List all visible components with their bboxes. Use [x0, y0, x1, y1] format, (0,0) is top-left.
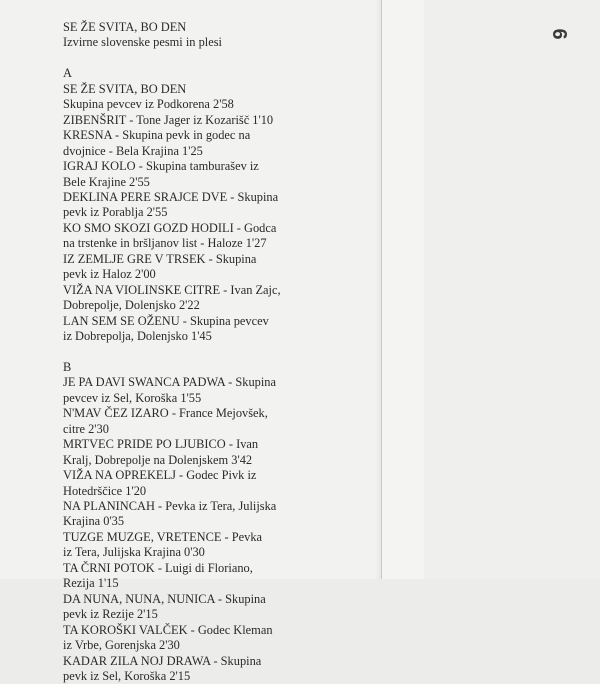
track-line: iz Dobrepolja, Dolenjsko 1'45 — [63, 329, 212, 344]
track-listing — [63, 20, 379, 684]
track-line: pevk iz Porablja 2'55 — [63, 205, 168, 220]
side-b-tracks — [63, 375, 379, 684]
track-line: DEKLINA PERE SRAJCE DVE - Skupina — [63, 189, 279, 204]
track-line: Bele Krajine 2'55 — [63, 174, 150, 189]
side-number-mark: 6 — [548, 28, 570, 40]
track-line: JE PA DAVI SWANCA PADWA - Skupina — [63, 375, 276, 390]
side-a-label: A — [63, 66, 72, 81]
track-line: DA NUNA, NUNA, NUNICA - Skupina — [63, 591, 266, 606]
track-line: N'MAV ČEZ IZARO - France Mejovšek, — [63, 406, 268, 421]
track-line: VIŽA NA OPREKELJ - Godec Pivk iz — [63, 468, 257, 483]
track-line: pevk iz Rezije 2'15 — [63, 607, 158, 622]
track-line: SE ŽE SVITA, BO DEN — [63, 81, 187, 96]
track-line: pevk iz Sel, Koroška 2'15 — [63, 669, 191, 683]
spacer — [63, 345, 379, 360]
track-line: KADAR ZILA NOJ DRAWA - Skupina — [63, 653, 262, 668]
track-line: TUZGE MUZGE, VRETENCE - Pevka — [63, 529, 263, 544]
track-line: TA KOROŠKI VALČEK - Godec Kleman — [63, 622, 273, 637]
track-line: MRTVEC PRIDE PO LJUBICO - Ivan — [63, 437, 259, 452]
track-line: IGRAJ KOLO - Skupina tamburašev iz — [63, 159, 259, 174]
track-line: iz Vrbe, Gorenjska 2'30 — [63, 638, 180, 653]
track-line: Krajina 0'35 — [63, 514, 125, 529]
track-line: KO SMO SKOZI GOZD HODILI - Godca — [63, 220, 277, 235]
track-line: VIŽA NA VIOLINSKE CITRE - Ivan Zajc, — [63, 282, 281, 297]
track-line: Rezija 1'15 — [63, 576, 119, 591]
track-line: TA ČRNI POTOK - Luigi di Floriano, — [63, 560, 253, 575]
track-line: Skupina pevcev iz Podkorena 2'58 — [63, 97, 234, 112]
track-line: pevcev iz Sel, Koroška 1'55 — [63, 390, 202, 405]
side-b-label: B — [63, 359, 72, 374]
album-title: SE ŽE SVITA, BO DEN — [63, 20, 187, 34]
track-line: dvojnice - Bela Krajina 1'25 — [63, 143, 203, 158]
track-line: Kralj, Dobrepolje na Dolenjskem 3'42 — [63, 452, 253, 467]
track-line: NA PLANINCAH - Pevka iz Tera, Julijska — [63, 499, 277, 514]
track-line: iz Tera, Julijska Krajina 0'30 — [63, 545, 205, 560]
track-line: citre 2'30 — [63, 421, 109, 436]
track-line: Hotedrščice 1'20 — [63, 483, 147, 498]
track-line: na trstenke in bršljanov list - Haloze 1'27 — [63, 236, 267, 251]
spacer — [63, 51, 379, 66]
track-line: LAN SEM SE OŽENU - Skupina pevcev — [63, 313, 269, 328]
album-subtitle: Izvirne slovenske pesmi in plesi — [63, 35, 222, 50]
track-line: IZ ZEMLJE GRE V TRSEK - Skupina — [63, 251, 257, 266]
track-line: pevk iz Haloz 2'00 — [63, 267, 156, 282]
insert-spine-strip — [381, 0, 425, 579]
side-a-tracks — [63, 82, 379, 345]
track-line: KRESNA - Skupina pevk in godec na — [63, 128, 251, 143]
track-line: Dobrepolje, Dolenjsko 2'22 — [63, 298, 200, 313]
insert-back-panel — [424, 0, 600, 579]
track-line: ZIBENŠRIT - Tone Jager iz Kozarišč 1'10 — [63, 112, 274, 127]
